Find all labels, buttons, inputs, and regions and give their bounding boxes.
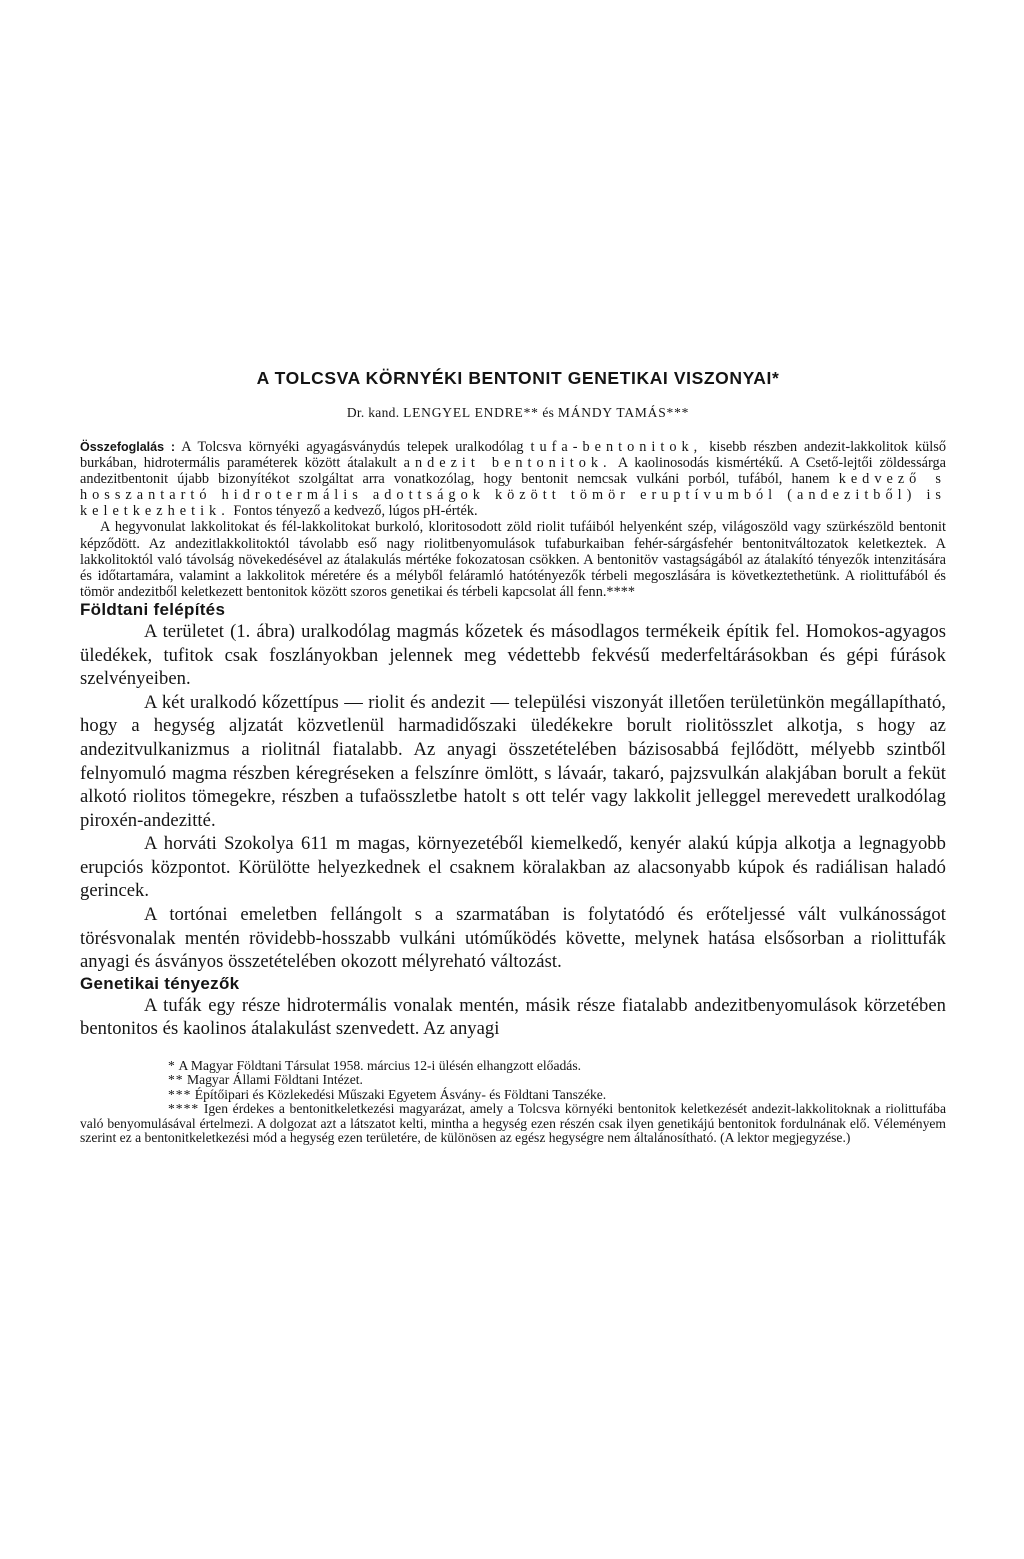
article-page xyxy=(80,368,946,1145)
author-line xyxy=(80,405,946,421)
abstract-label: Összefoglalás : xyxy=(80,440,176,454)
abstract-spaced-3: kedvező s hosszantartó hidrotermális adottságok között tömör eruptívumból (andezitből) is keletkezhetik. xyxy=(80,471,946,520)
section-heading-genetic: Genetikai tényezők xyxy=(80,973,240,993)
genetic-section xyxy=(80,994,946,1041)
footnote xyxy=(80,1102,946,1145)
abstract xyxy=(80,439,946,600)
footnote-mark: *** xyxy=(168,1086,192,1102)
article-title: A TOLCSVA KÖRNYÉKI BENTONIT GENETIKAI VISZONYAI* xyxy=(256,368,780,388)
footnote xyxy=(80,1088,946,1102)
body-paragraph: A tortónai emeletben fellángolt s a szarmatában is folytatódó és erőteljessé vált vulkánosságot törésvonalak mentén rövidebb-hosszabb vulkáni utóműködés követte, melynek hatása elsősorban a riolittufák anyagi és ásványos összetételében okozott mélyreható változást. xyxy=(80,904,946,973)
abstract-paragraph-1 xyxy=(80,439,946,519)
abstract-text-b: kisebb részben andezit-lakkolitok külső burkában, hidrotermális paraméterek között átalakult xyxy=(80,439,946,472)
footnote xyxy=(80,1073,946,1087)
section-heading-geology: Földtani felépítés xyxy=(80,599,226,619)
footnote-text: Igen érdekes a bentonitkeletkezési magyarázat, amely a Tolcsva környéki bentonitok keletkezését andezit-lakkolitoknak a riolittufába való benyomulásával értelmezi. A dolgozat azt a látszatot kelti, mintha a hegység ezen részén csak ilyen genetikájú bentonitok fordulnának elő. Véleményem szerint ez a bentonitkeletkezési mód a hegység ezen területére, de különösen az egész hegységre nem általánosítható. (A lektor megjegyzése.) xyxy=(80,1101,946,1146)
body-paragraph: A területet (1. ábra) uralkodólag magmás kőzetek és másodlagos termékeik építik fel. Homokos-agyagos üledékek, tufitok csak foszlányokban jelennek meg védettebb fekvésű mederfeltárásokban és gépi fúrások szelvényeiben. xyxy=(80,620,946,690)
footnote-text: A Magyar Földtani Társulat 1958. március 12-i ülésén elhangzott előadás. xyxy=(178,1058,582,1074)
footnote-mark: ** xyxy=(168,1072,184,1088)
geology-section xyxy=(80,620,946,974)
abstract-spaced-2: andezit bentonitok. xyxy=(403,455,612,472)
abstract-text-c: A kaolinosodás kismértékű. A Csető-lejtői zöldessárga andezitbentonit újabb bizonyítékot szolgáltat arra vonatkozólag, hogy bentonit nemcsak vulkáni porból, tufából, hanem xyxy=(80,455,946,488)
author-join: és xyxy=(542,405,555,420)
abstract-text-a: A Tolcsva környéki agyagásványdús telepek uralkodólag xyxy=(181,439,524,455)
abstract-text-d: Fontos tényező a kedvező, lúgos pH-érték. xyxy=(233,503,478,520)
author-prefix: Dr. kand. xyxy=(346,405,400,420)
body-paragraph: A két uralkodó kőzettípus — riolit és andezit — települési viszonyát illetően területünkön megállapítható, hogy a hegység aljzatát közvetlenül harmadidőszaki üledékekre borult riolitösszlet alkotja, s hogy az andezitvulkanizmus a riolitnál fiatalabb. Az anyagi összetételében bázisosabbá fejlődött, mélyebb szintből felnyomuló magma részben kéregréseken a felszínre ömlött, s lávaár, takaró, pajzsvulkán alakjában borult a feküt alkotó riolitos tömegekre, részben a tufaösszletbe hatolt s ott telér vagy lakkolit jelleggel merevedett uralkodólag piroxén-andezitté. xyxy=(80,691,946,831)
body-paragraph: A horváti Szokolya 611 m magas, környezetéből kiemelkedő, kenyér alakú kúpja alkotja a legnagyobb erupciós központot. Körülötte helyezkednek el csaknem köralakban az alacsonyabb kúpok és radiálisan haladó gerincek. xyxy=(80,833,946,902)
abstract-spaced-1: tufa-bentonitok, xyxy=(530,439,703,455)
footnote-mark: **** xyxy=(168,1101,200,1117)
footnotes xyxy=(80,1059,946,1145)
abstract-paragraph-2: A hegyvonulat lakkolitokat és fél-lakkolitokat burkoló, kloritosodott zöld riolit tufáiból helyenként szép, világoszöld vagy szürkészöld bentonit képződött. Az andezitlakkolitoktól távolabb eső nagy riolitbenyomulások tufaburkaiban fehér-sárgásfehér bentonitváltozatok keletkeztek. A lakkolitoktól való távolság növekedésével az átalakulás mértéke fokozatosan csökken. A bentonitöv vastagságából az átalakító tényezők intenzitására és időtartamára, valamint a lakkolitok méretére és a mélyből feláramló hatótényezők térbeli megoszlására is következtethetünk. A riolittufából és tömör andezitből keletkezett bentonitok között szoros genetikai és térbeli kapcsolat áll fenn.**** xyxy=(80,519,946,600)
footnote-text: Építőipari és Közlekedési Műszaki Egyetem Ásvány- és Földtani Tanszéke. xyxy=(194,1086,607,1102)
body-paragraph: A tufák egy része hidrotermális vonalak mentén, másik része fiatalabb andezitbenyomulások körzetében bentonitos és kaolinos átalakulást szenvedett. Az anyagi xyxy=(80,994,946,1040)
author-1: LENGYEL ENDRE** xyxy=(403,405,539,420)
footnote-mark: * xyxy=(168,1058,176,1074)
footnote-text: Magyar Állami Földtani Intézet. xyxy=(187,1072,363,1088)
author-2: MÁNDY TAMÁS*** xyxy=(557,405,690,420)
